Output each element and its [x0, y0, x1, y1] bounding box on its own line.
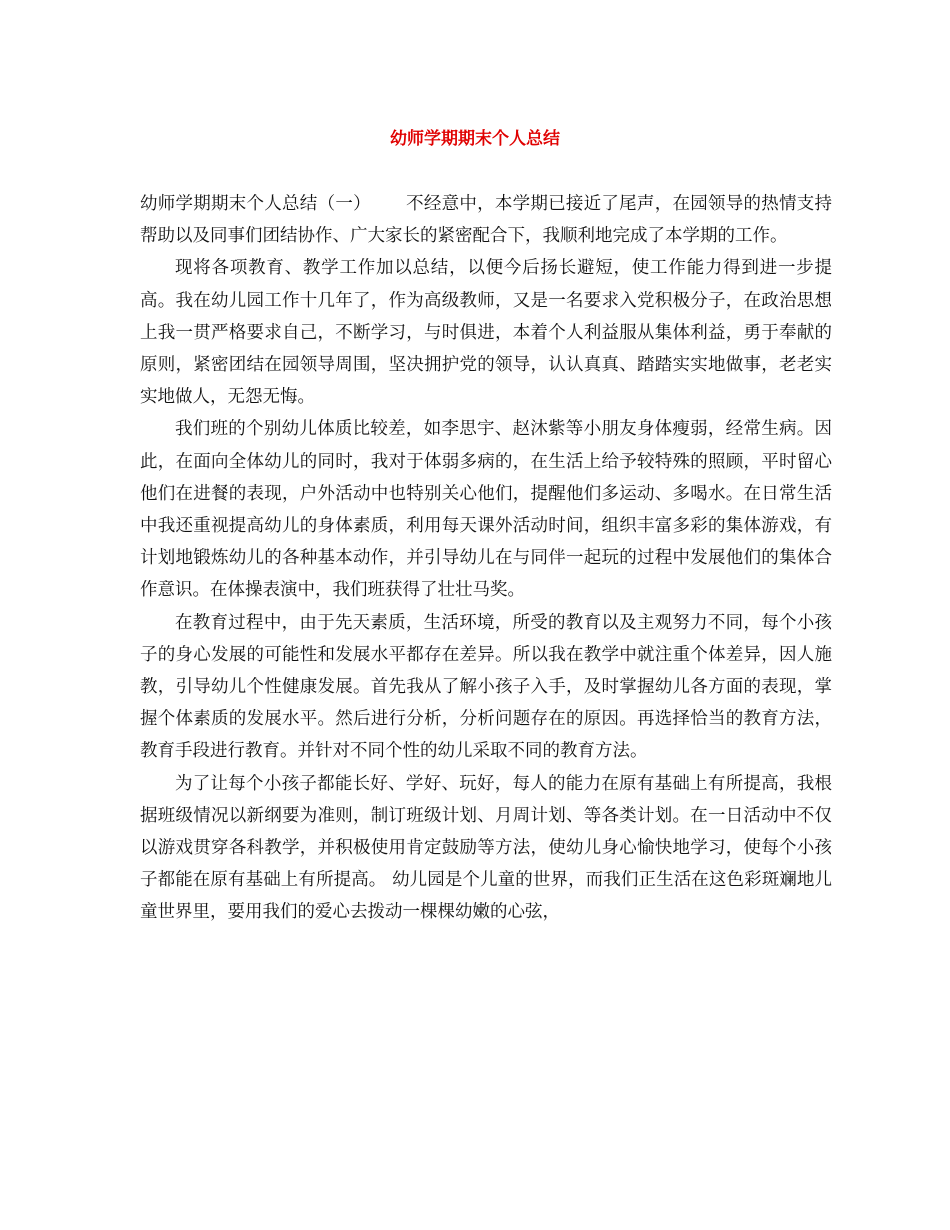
paragraph: 为了让每个小孩子都能长好、学好、玩好，每人的能力在原有基础上有所提高，我根据班级情况以新纲要为准则，制订班级计划、月周计划、等各类计划。在一日活动中不仅以游戏贯穿各科教学，并积极使用肯定鼓励等方法，使幼儿身心愉快地学习，使每个小孩子都能在原有基础上有所提高。 幼儿园是个儿童的世界，而我们正生活在这色彩斑斓地儿童世界里，要用我们的爱心去拨动一棵棵幼嫩的心弦， — [140, 773, 832, 923]
document-body — [140, 188, 832, 929]
section-heading: 幼师学期期末个人总结（一） — [140, 194, 371, 214]
document-title: 幼师学期期末个人总结 — [390, 129, 560, 149]
paragraph: 现将各项教育、教学工作加以总结，以便今后扬长避短，使工作能力得到进一步提高。我在幼儿园工作十几年了，作为高级教师，又是一名要求入党积极分子，在政治思想上我一贯严格要求自己，不断学习，与时俱进，本着个人利益服从集体利益，勇于奉献的原则，紧密团结在园领导周围，坚决拥护党的领导，认认真真、踏踏实实地做事，老老实实地做人，无怨无悔。 — [140, 258, 832, 408]
paragraph: 我们班的个别幼儿体质比较差，如李思宇、赵沐紫等小朋友身体瘦弱，经常生病。因此，在面向全体幼儿的同时，我对于体弱多病的，在生活上给予较特殊的照顾，平时留心他们在进餐的表现，户外活动中也特别关心他们，提醒他们多运动、多喝水。在日常生活中我还重视提高幼儿的身体素质，利用每天课外活动时间，组织丰富多彩的集体游戏，有计划地锻炼幼儿的各种基本动作，并引导幼儿在与同伴一起玩的过程中发展他们的集体合作意识。在体操表演中，我们班获得了壮壮马奖。 — [140, 419, 832, 601]
paragraph: 在教育过程中，由于先天素质，生活环境，所受的教育以及主观努力不同，每个小孩子的身心发展的可能性和发展水平都存在差异。所以我在教学中就注重个体差异，因人施教，引导幼儿个性健康发展。首先我从了解小孩子入手，及时掌握幼儿各方面的表现，掌握个体素质的发展水平。然后进行分析，分析问题存在的原因。再选择恰当的教育方法，教育手段进行教育。并针对不同个性的幼儿采取不同的教育方法。 — [140, 612, 832, 762]
paragraph-text: 不经意中，本学期已接近了尾声，在园领导的热情支持帮助以及同事们团结协作、广大家长的紧密配合下，我顺利地完成了本学期的工作。 — [140, 194, 833, 247]
paragraph — [140, 188, 832, 252]
